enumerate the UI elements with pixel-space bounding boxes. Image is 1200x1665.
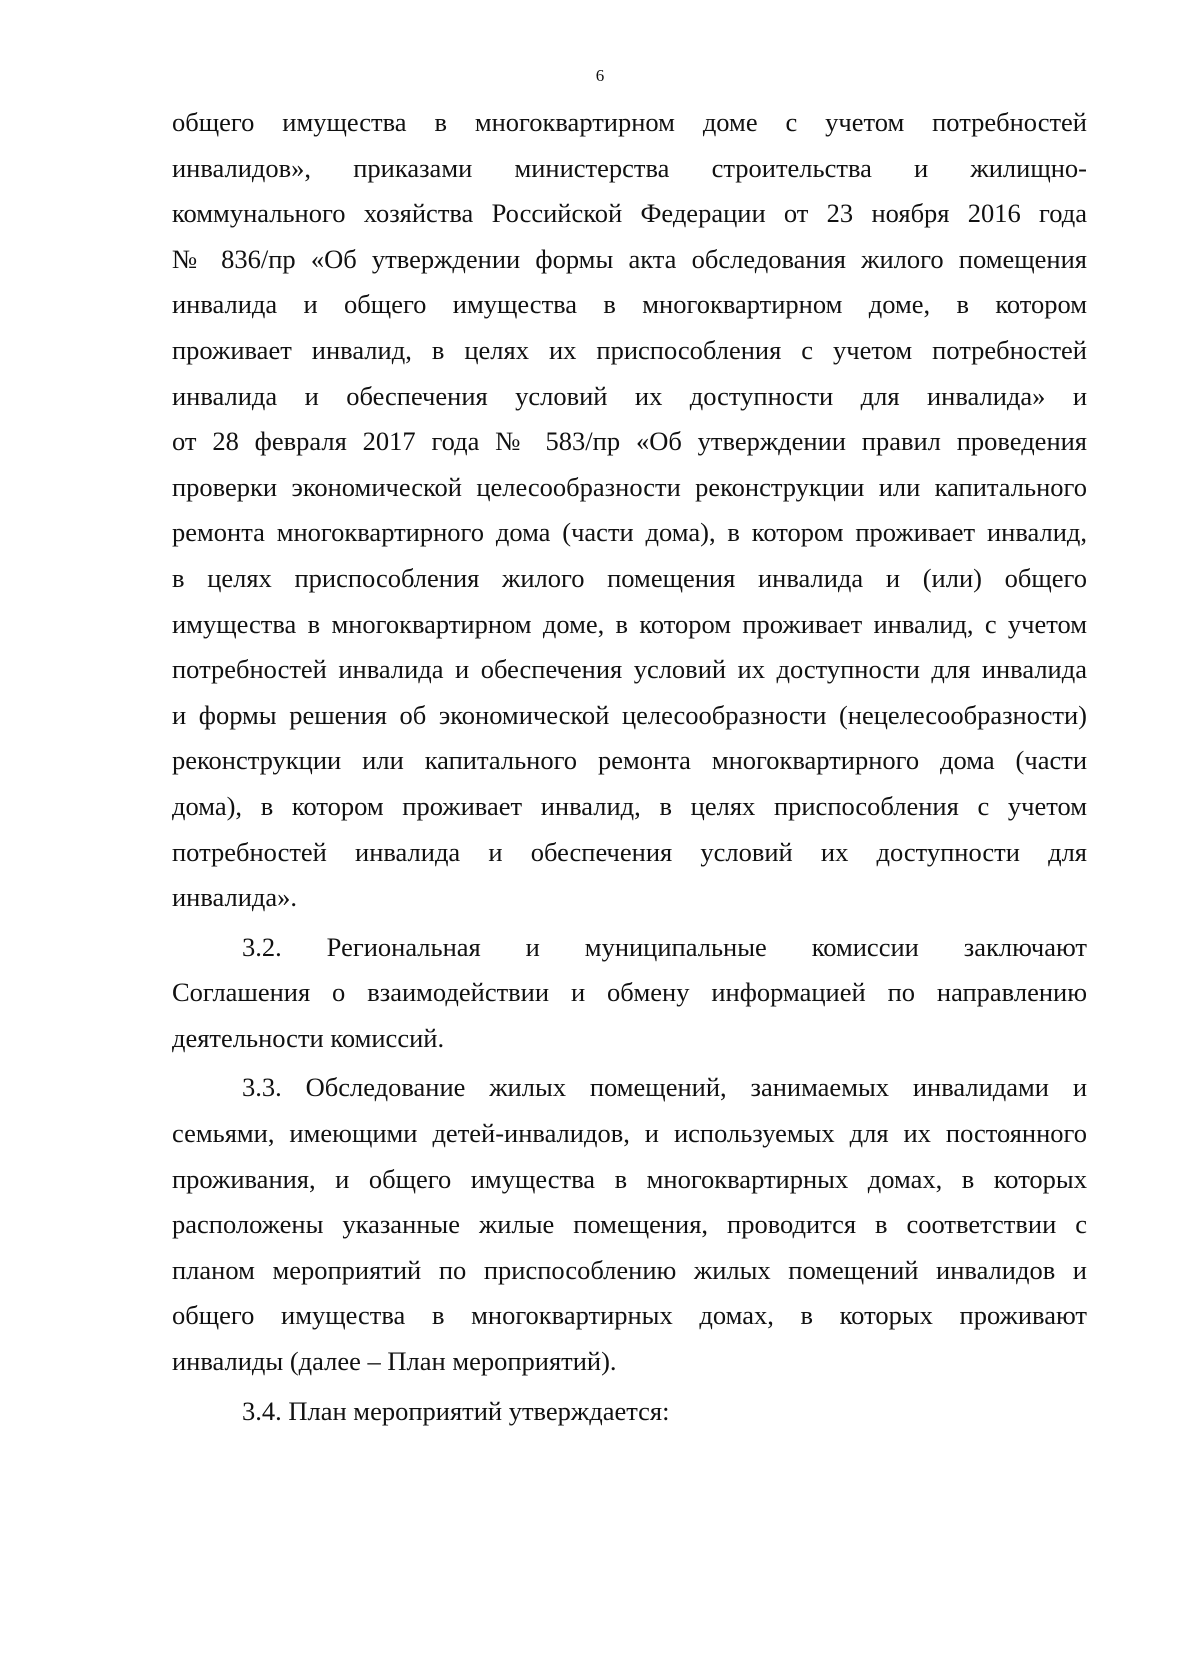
text-line: № 836/пр «Об утверждении формы акта обследования жилого помещения: [172, 243, 1087, 274]
text-line: и формы решения об экономической целесообразности (нецелесообразности): [172, 699, 1087, 730]
page-number: 6: [595, 66, 605, 85]
text-line: потребностей инвалида и обеспечения условий их доступности для инвалида: [172, 654, 1087, 685]
paragraph-3-4-first-line: 3.4. План мероприятий утверждается:: [242, 1395, 670, 1426]
text-line: общего имущества в многоквартирных домах, в которых проживают: [172, 1300, 1087, 1331]
text-line: проживает инвалид, в целях их приспособления с учетом потребностей: [172, 334, 1087, 365]
text-line: инвалиды (далее – План мероприятий).: [172, 1346, 617, 1377]
text-line: инвалидов», приказами министерства строительства и жилищно-: [172, 152, 1087, 183]
text-line: имущества в многоквартирном доме, в котором проживает инвалид, с учетом: [172, 608, 1087, 639]
text-line: инвалида».: [172, 882, 298, 913]
text-line: инвалида и общего имущества в многоквартирном доме, в котором: [172, 289, 1087, 320]
text-line: от 28 февраля 2017 года № 583/пр «Об утверждении правил проведения: [172, 426, 1087, 457]
text-line: общего имущества в многоквартирном доме с учетом потребностей: [172, 107, 1087, 137]
text-line: реконструкции или капитального ремонта многоквартирного дома (части: [172, 745, 1087, 776]
text-line: инвалида и обеспечения условий их доступности для инвалида» и: [172, 380, 1087, 411]
text-line: планом мероприятий по приспособлению жилых помещений инвалидов и: [172, 1254, 1087, 1285]
document-body: [172, 100, 1087, 1434]
text-line: ремонта многоквартирного дома (части дома), в котором проживает инвалид,: [172, 517, 1087, 548]
paragraph-3-2-first-line: 3.2. Региональная и муниципальные комиссии заключают: [242, 931, 1087, 962]
text-line: коммунального хозяйства Российской Федерации от 23 ноября 2016 года: [172, 198, 1087, 229]
text-line: деятельности комиссий.: [172, 1022, 445, 1053]
text-line: расположены указанные жилые помещения, проводится в соответствии с: [172, 1209, 1087, 1240]
text-line: дома), в котором проживает инвалид, в целях приспособления с учетом: [172, 790, 1087, 821]
text-line: в целях приспособления жилого помещения инвалида и (или) общего: [172, 562, 1087, 593]
text-line: потребностей инвалида и обеспечения условий их доступности для: [172, 836, 1087, 867]
paragraph-3-3-first-line: 3.3. Обследование жилых помещений, занимаемых инвалидами и: [242, 1072, 1087, 1103]
text-line: проживания, и общего имущества в многоквартирных домах, в которых: [172, 1163, 1087, 1194]
text-line: проверки экономической целесообразности реконструкции или капитального: [172, 471, 1087, 502]
text-line: семьями, имеющими детей-инвалидов, и используемых для их постоянного: [172, 1118, 1087, 1149]
text-line: Соглашения о взаимодействии и обмену информацией по направлению: [172, 977, 1087, 1008]
